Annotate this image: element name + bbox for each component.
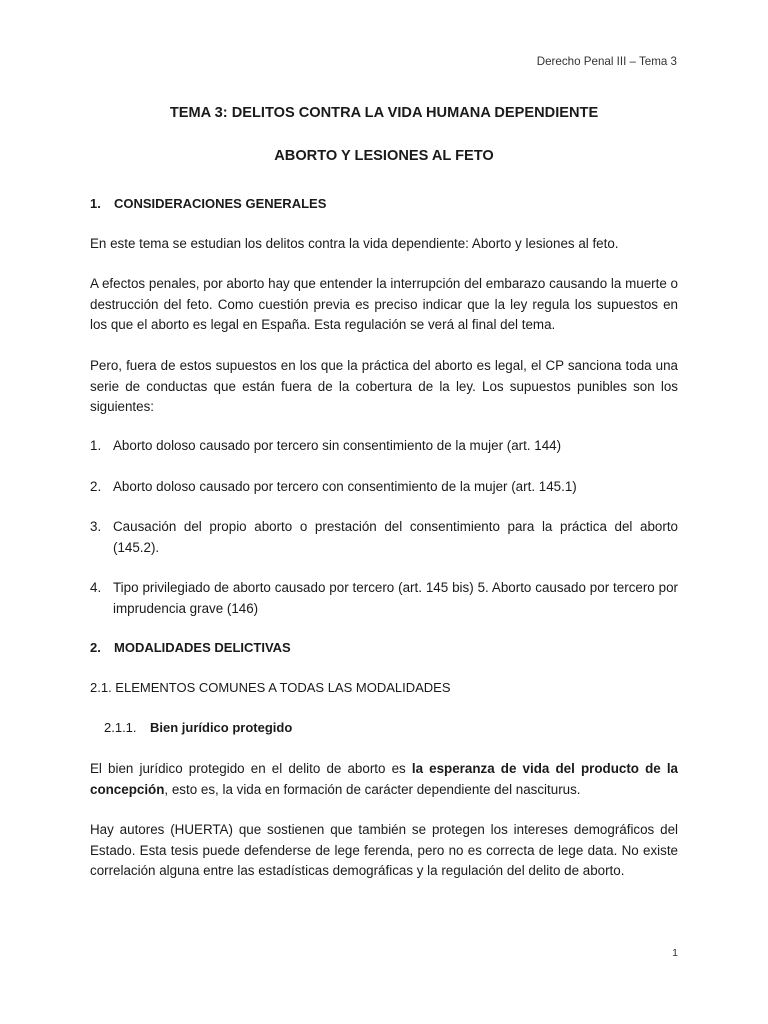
text-run: El bien jurídico protegido en el delito de aborto es (90, 761, 412, 776)
section-1-number: 1. (90, 196, 101, 211)
document-title: TEMA 3: DELITOS CONTRA LA VIDA HUMANA DEPENDIENTE (169, 105, 599, 121)
list-item-number: 4. (90, 580, 102, 595)
section-1-heading (90, 196, 326, 211)
list-item-text: Tipo privilegiado de aborto causado por tercero (art. 145 bis) 5. Aborto causado por tercero por imprudencia grave (146) (113, 580, 678, 616)
list-item (90, 517, 678, 558)
list-item-text: Causación del propio aborto o prestación del consentimiento para la práctica del aborto (145.2). (113, 519, 678, 555)
section-2-number: 2. (90, 640, 101, 655)
page-number: 1 (672, 947, 678, 959)
running-header: Derecho Penal III – Tema 3 (536, 55, 677, 68)
subsection-heading: 2.1. ELEMENTOS COMUNES A TODAS LAS MODALIDADES (90, 680, 451, 695)
subsubsection-title: Bien jurídico protegido (150, 720, 293, 735)
subsubsection-heading (104, 720, 292, 735)
emphasis-text: la esperanza de vida del producto de la concepción (90, 761, 679, 797)
list-item-number: 2. (90, 479, 102, 494)
section-2-heading (90, 640, 291, 655)
section-1-title: CONSIDERACIONES GENERALES (114, 196, 327, 211)
paragraph-huerta: Hay autores (HUERTA) que sostienen que también se protegen los intereses demográficos del Estado. Esta tesis puede defenderse de lege ferenda, pero no es correcta de lege data. No existe correlación alguna entre las estadísticas demográficas y la regulación del delito de aborto. (90, 822, 678, 878)
paragraph-punishable: Pero, fuera de estos supuestos en los que la práctica del aborto es legal, el CP sanciona toda una serie de conductas que están fuera de la cobertura de la ley. Los supuestos punibles son los siguientes: (90, 358, 678, 414)
list-item (90, 477, 678, 498)
list-item-text: Aborto doloso causado por tercero con consentimiento de la mujer (art. 145.1) (113, 479, 577, 494)
list-item (90, 578, 678, 619)
paragraph-intro: En este tema se estudian los delitos contra la vida dependiente: Aborto y lesiones al feto. (90, 236, 619, 251)
paragraph-definition: A efectos penales, por aborto hay que entender la interrupción del embarazo causando la muerte o destrucción del feto. Como cuestión previa es preciso indicar que la ley regula los supuestos en los que el aborto es legal en España. Esta regulación se verá al final del tema. (90, 276, 678, 332)
list-item-number: 3. (90, 519, 102, 534)
list-item (90, 436, 678, 457)
list-item-text: Aborto doloso causado por tercero sin consentimiento de la mujer (art. 144) (113, 438, 562, 453)
paragraph-bien-juridico (90, 759, 678, 800)
subsubsection-number: 2.1.1. (104, 720, 137, 735)
document-subtitle: ABORTO Y LESIONES AL FETO (274, 148, 494, 164)
text-run: , esto es, la vida en formación de carácter dependiente del nasciturus. (164, 781, 581, 797)
list-item-number: 1. (90, 438, 102, 453)
section-2-title: MODALIDADES DELICTIVAS (114, 640, 291, 655)
